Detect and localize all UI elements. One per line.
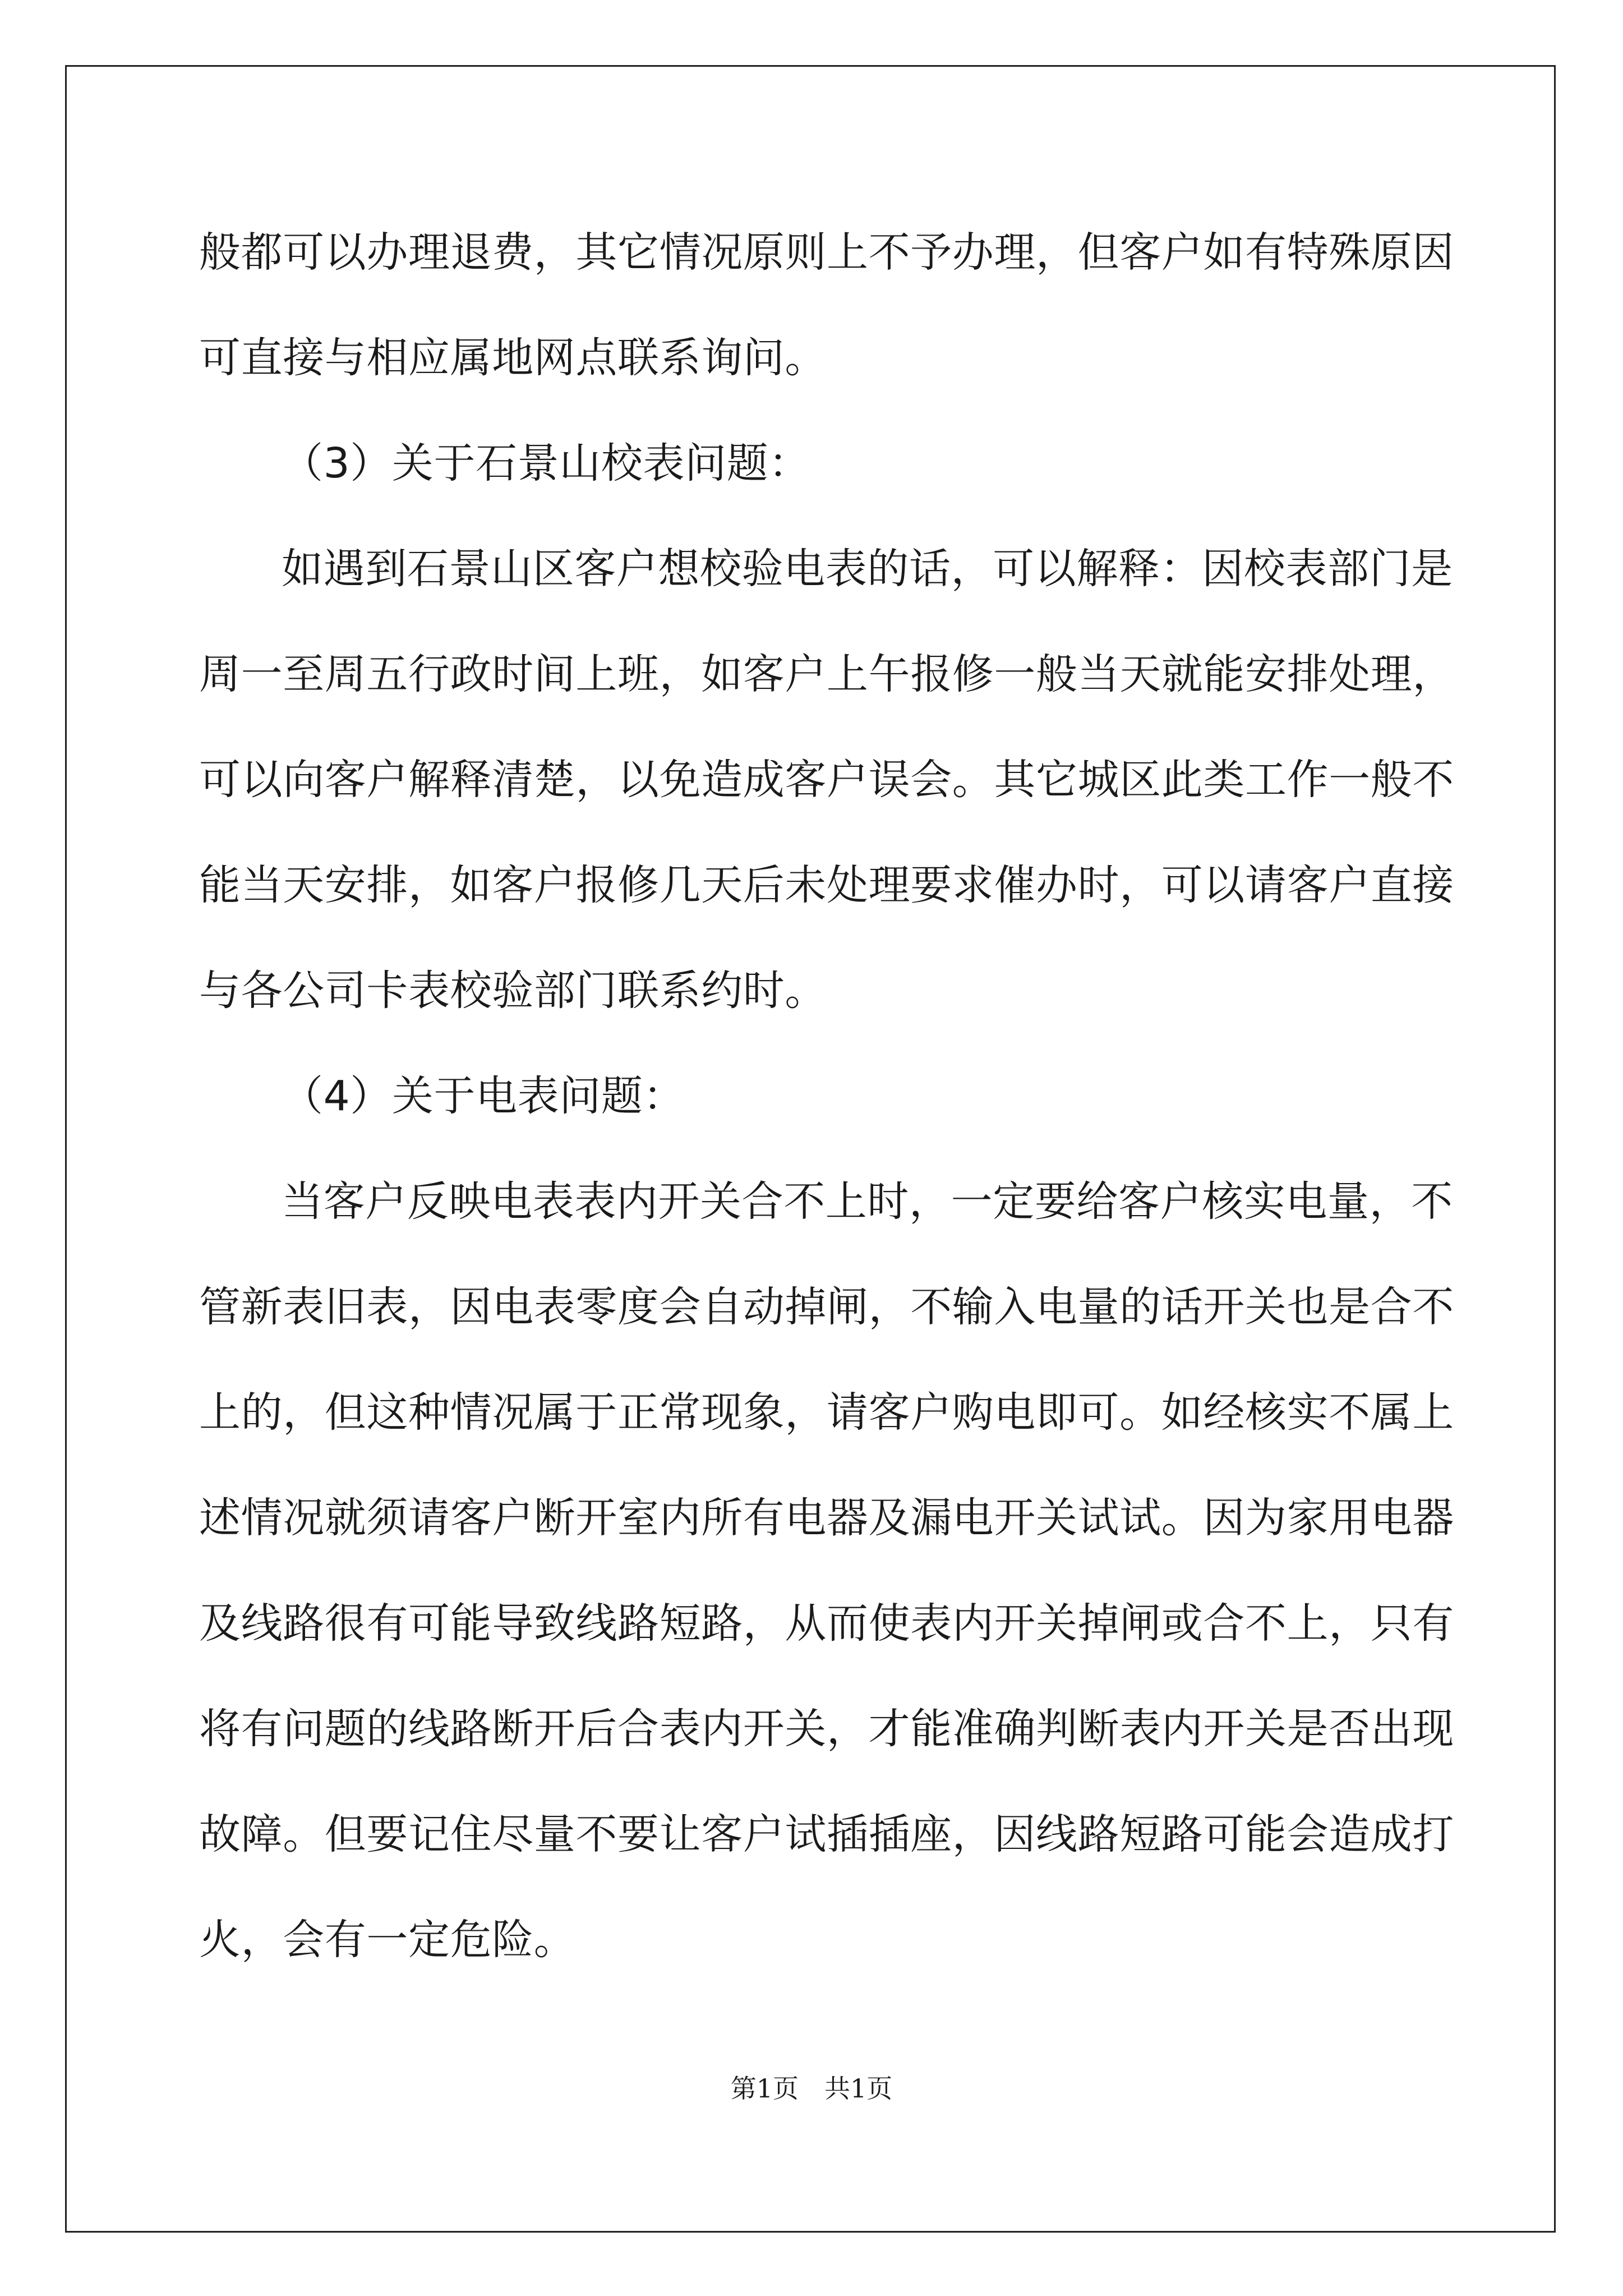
body-text-line: 能当天安排，如客户报修几天后未处理要求催办时，可以请客户直接 — [199, 861, 1454, 909]
body-text-line: 般都可以办理退费，其它情况原则上不予办理，但客户如有特殊原因 — [199, 228, 1454, 277]
page-number-footer: 第1页 共1页 — [730, 2073, 893, 2104]
section-heading: （4）关于电表问题： — [282, 1072, 685, 1120]
body-text-line: 如遇到石景山区客户想校验电表的话，可以解释：因校表部门是 — [282, 545, 1453, 593]
body-text-line: 周一至周五行政时间上班，如客户上午报修一般当天就能安排处理， — [199, 650, 1454, 698]
body-text-line: 将有问题的线路断开后合表内开关，才能准确判断表内开关是否出现 — [199, 1705, 1454, 1753]
body-text-line: 火，会有一定危险。 — [199, 1916, 576, 1964]
body-text-line: 可直接与相应属地网点联系询问。 — [199, 334, 827, 382]
page-border — [65, 65, 1556, 2233]
body-text-line: 及线路很有可能导致线路短路，从而使表内开关掉闸或合不上，只有 — [199, 1599, 1454, 1648]
body-text-line: 故障。但要记住尽量不要让客户试插插座，因线路短路可能会造成打 — [199, 1810, 1454, 1858]
body-text-line: 上的，但这种情况属于正常现象，请客户购电即可。如经核实不属上 — [199, 1388, 1454, 1437]
body-text-line: 述情况就须请客户断开室内所有电器及漏电开关试试。因为家用电器 — [199, 1494, 1454, 1542]
body-text-line: 当客户反映电表表内开关合不上时，一定要给客户核实电量，不 — [282, 1177, 1453, 1226]
section-heading: （3）关于石景山校表问题： — [282, 439, 810, 487]
body-text-line: 可以向客户解释清楚，以免造成客户误会。其它城区此类工作一般不 — [199, 756, 1454, 804]
body-text-line: 管新表旧表，因电表零度会自动掉闸，不输入电量的话开关也是合不 — [199, 1283, 1454, 1331]
body-text-line: 与各公司卡表校验部门联系约时。 — [199, 967, 827, 1015]
